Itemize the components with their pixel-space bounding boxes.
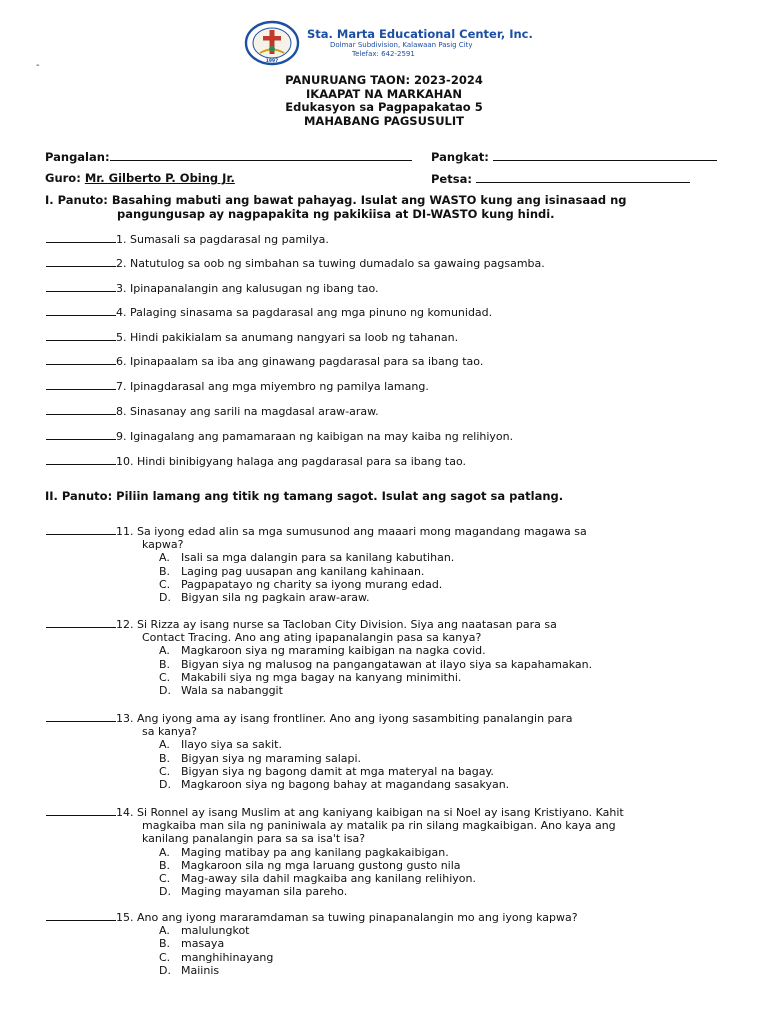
option-letter: C. [159,764,171,778]
option-letter: C. [159,577,171,591]
option-text: Maging mayaman sila pareho. [181,885,348,899]
answer-option [46,937,746,950]
part1-item [46,329,458,344]
question-stem-continuation: sa kanya? [142,725,197,739]
option-letter: B. [159,858,171,872]
option-text: Mag-away sila dahil magkaiba ang kanilang relihiyon. [181,872,476,886]
item-text: 5. Hindi pakikialam sa anumang nangyari sa loob ng tahanan. [116,331,459,344]
name-field[interactable] [45,149,412,164]
answer-blank[interactable] [46,523,116,535]
option-text: manghihinayang [181,950,274,964]
answer-blank[interactable] [46,453,116,465]
teacher-field [45,171,235,185]
part1-item [46,231,329,246]
option-text: Bigyan sila ng pagkain araw-araw. [181,591,370,605]
question-stem-line [46,710,746,725]
option-letter: A. [159,738,170,752]
answer-option [46,644,746,657]
date-label: Petsa: [431,172,472,186]
option-text: Wala sa nabanggit [181,684,283,698]
item-text: 3. Ipinapanalangin ang kalusugan ng ibang tao. [116,282,379,295]
option-text: malulungkot [181,924,250,938]
part1-item [46,255,545,270]
part1-item [46,280,379,295]
question-stem: 11. Sa iyong edad alin sa mga sumusunod ang maaari mong magandang magawa sa [116,525,587,538]
answer-option [46,551,746,564]
part1-item [46,403,379,418]
option-letter: C. [159,872,171,886]
teacher-label: Guro: [45,171,81,185]
part1-instruction-line1: I. Panuto: Basahing mabuti ang bawat pahayag. Isulat ang WASTO kung ang isinasaad ng [45,193,627,207]
option-letter: D. [159,963,171,977]
option-letter: C. [159,670,171,684]
option-text: Magkaroon siya ng bagong bahay at magandang sasakyan. [181,778,510,792]
option-text: Maiinis [181,963,220,977]
option-letter: A. [159,551,170,565]
answer-blank[interactable] [46,909,116,921]
option-letter: D. [159,778,171,792]
option-letter: B. [159,751,171,765]
date-field[interactable] [431,171,690,186]
answer-option [46,738,746,751]
item-text: 6. Ipinapaalam sa iba ang ginawang pagdarasal para sa ibang tao. [116,355,484,368]
exam-title-block [0,74,768,128]
answer-option [46,565,746,578]
part1-item [46,428,513,443]
option-text: Maging matibay pa ang kanilang pagkakaibigan. [181,845,449,859]
option-text: Makabili siya ng mga bagay na kanyang minimithi. [181,670,462,684]
option-letter: D. [159,591,171,605]
option-text: Bigyan siya ng malusog na pangangatawan at ilayo siya sa kapahamakan. [181,657,593,671]
answer-blank[interactable] [46,329,116,341]
item-text: 2. Natutulog sa oob ng simbahan sa tuwing dumadalo sa gawaing pagsamba. [116,257,545,270]
question-stem-continuation: kanilang panalangin para sa sa isa't isa? [142,832,366,846]
answer-blank[interactable] [46,353,116,365]
question [46,523,746,604]
question-stem: 14. Si Ronnel ay isang Muslim at ang kaniyang kaibigan na si Noel ay isang Kristiyano. Kahit [116,806,624,819]
question [46,616,746,697]
school-year-title: PANURUANG TAON: 2023-2024 [285,73,483,87]
question-stem-line [46,804,746,819]
school-name: Sta. Marta Educational Center, Inc. [307,27,533,41]
option-letter: C. [159,950,171,964]
answer-option [46,591,746,604]
section-label: Pangkat: [431,150,489,164]
item-text: 7. Ipinagdarasal ang mga miyembro ng pamilya lamang. [116,380,429,393]
answer-blank[interactable] [46,378,116,390]
answer-blank[interactable] [46,710,116,722]
answer-blank[interactable] [46,428,116,440]
option-text: masaya [181,937,225,951]
answer-option [46,684,746,697]
section-blank[interactable] [493,149,717,161]
svg-text:1997: 1997 [265,59,279,64]
part1-item [46,353,483,368]
answer-option [46,859,746,872]
question-stem-continuation: kapwa? [142,538,184,552]
answer-option [46,752,746,765]
answer-option [46,964,746,977]
item-text: 10. Hindi binibigyang halaga ang pagdarasal para sa ibang tao. [116,455,467,468]
question-stem: 15. Ano ang iyong mararamdaman sa tuwing pinapanalangin mo ang iyong kapwa? [116,911,578,924]
option-text: Isali sa mga dalangin para sa kanilang kabutihan. [181,551,455,565]
option-text: Bigyan siya ng bagong damit at mga materyal na bagay. [181,764,494,778]
answer-blank[interactable] [46,255,116,267]
answer-option [46,885,746,898]
school-telephone: Telefax: 642-2591 [352,50,415,58]
part2-instructions: II. Panuto: Piliin lamang ang titik ng tamang sagot. Isulat ang sagot sa patlang. [45,489,564,503]
answer-option [46,778,746,791]
answer-option [46,924,746,937]
answer-blank[interactable] [46,280,116,292]
option-letter: B. [159,937,171,951]
option-letter: B. [159,564,171,578]
option-letter: A. [159,644,170,658]
item-text: 4. Palaging sinasama sa pagdarasal ang mga pinuno ng komunidad. [116,306,493,319]
name-blank[interactable] [110,149,412,161]
question-stem: 12. Si Rizza ay isang nurse sa Tacloban City Division. Siya ang naatasan para sa [116,618,557,631]
part1-instruction-line2: pangungusap ay nagpapakita ng pakikiisa at DI-WASTO kung hindi. [117,207,555,221]
school-address: Dolmar Subdivision, Kalawaan Pasig City [330,41,473,49]
answer-option [46,765,746,778]
question-stem: 13. Ang iyong ama ay isang frontliner. Ano ang iyong sasambiting panalangin para [116,712,573,725]
exam-type-title: MAHABANG PAGSUSULIT [303,113,464,128]
item-text: 1. Sumasali sa pagdarasal ng pamilya. [116,233,329,246]
answer-blank[interactable] [46,804,116,816]
item-text: 9. Iginagalang ang pamamaraan ng kaibigan na may kaiba ng relihiyon. [116,430,514,443]
question [46,909,746,977]
answer-option [46,872,746,885]
answer-option [46,671,746,684]
answer-blank[interactable] [46,616,116,628]
question-stem-continuation: magkaiba man sila ng paniniwala ay matalik pa rin silang magkaibigan. Ano kaya ang [142,819,616,833]
part1-item [46,378,429,393]
school-seal-logo [244,20,300,66]
quarter-title: IKAAPAT NA MARKAHAN [306,86,462,101]
name-label: Pangalan: [45,150,110,164]
corner-mark: - [36,60,40,71]
answer-option [46,951,746,964]
teacher-name: Mr. Gilberto P. Obing Jr. [84,171,235,185]
subject-title: Edukasyon sa Pagpapakatao 5 [285,100,483,114]
part1-item [46,453,466,468]
date-blank[interactable] [476,171,690,183]
section-field[interactable] [431,149,717,164]
answer-option [46,846,746,859]
option-text: Magkaroon siya ng maraming kaibigan na nagka covid. [181,644,486,658]
answer-blank[interactable] [46,231,116,243]
question [46,804,746,898]
option-letter: A. [159,924,170,938]
option-letter: B. [159,657,171,671]
option-text: Bigyan siya ng maraming salapi. [181,751,362,765]
option-text: Pagpapatayo ng charity sa iyong murang edad. [181,577,443,591]
part1-item [46,304,492,319]
answer-option [46,658,746,671]
part1-instructions [45,193,735,221]
option-letter: D. [159,684,171,698]
question [46,710,746,791]
answer-option [46,578,746,591]
option-text: Ilayo siya sa sakit. [181,738,282,752]
answer-blank[interactable] [46,304,116,316]
question-stem-line [46,616,746,631]
item-text: 8. Sinasanay ang sarili na magdasal araw-araw. [116,405,379,418]
question-stem-line [46,523,746,538]
option-letter: D. [159,885,171,899]
option-text: Magkaroon sila ng mga laruang gustong gusto nila [181,858,461,872]
option-text: Laging pag uusapan ang kanilang kahinaan. [181,564,425,578]
question-stem-continuation: Contact Tracing. Ano ang ating ipapanalangin pasa sa kanya? [142,631,482,645]
question-stem-line [46,909,746,924]
option-letter: A. [159,845,170,859]
answer-blank[interactable] [46,403,116,415]
